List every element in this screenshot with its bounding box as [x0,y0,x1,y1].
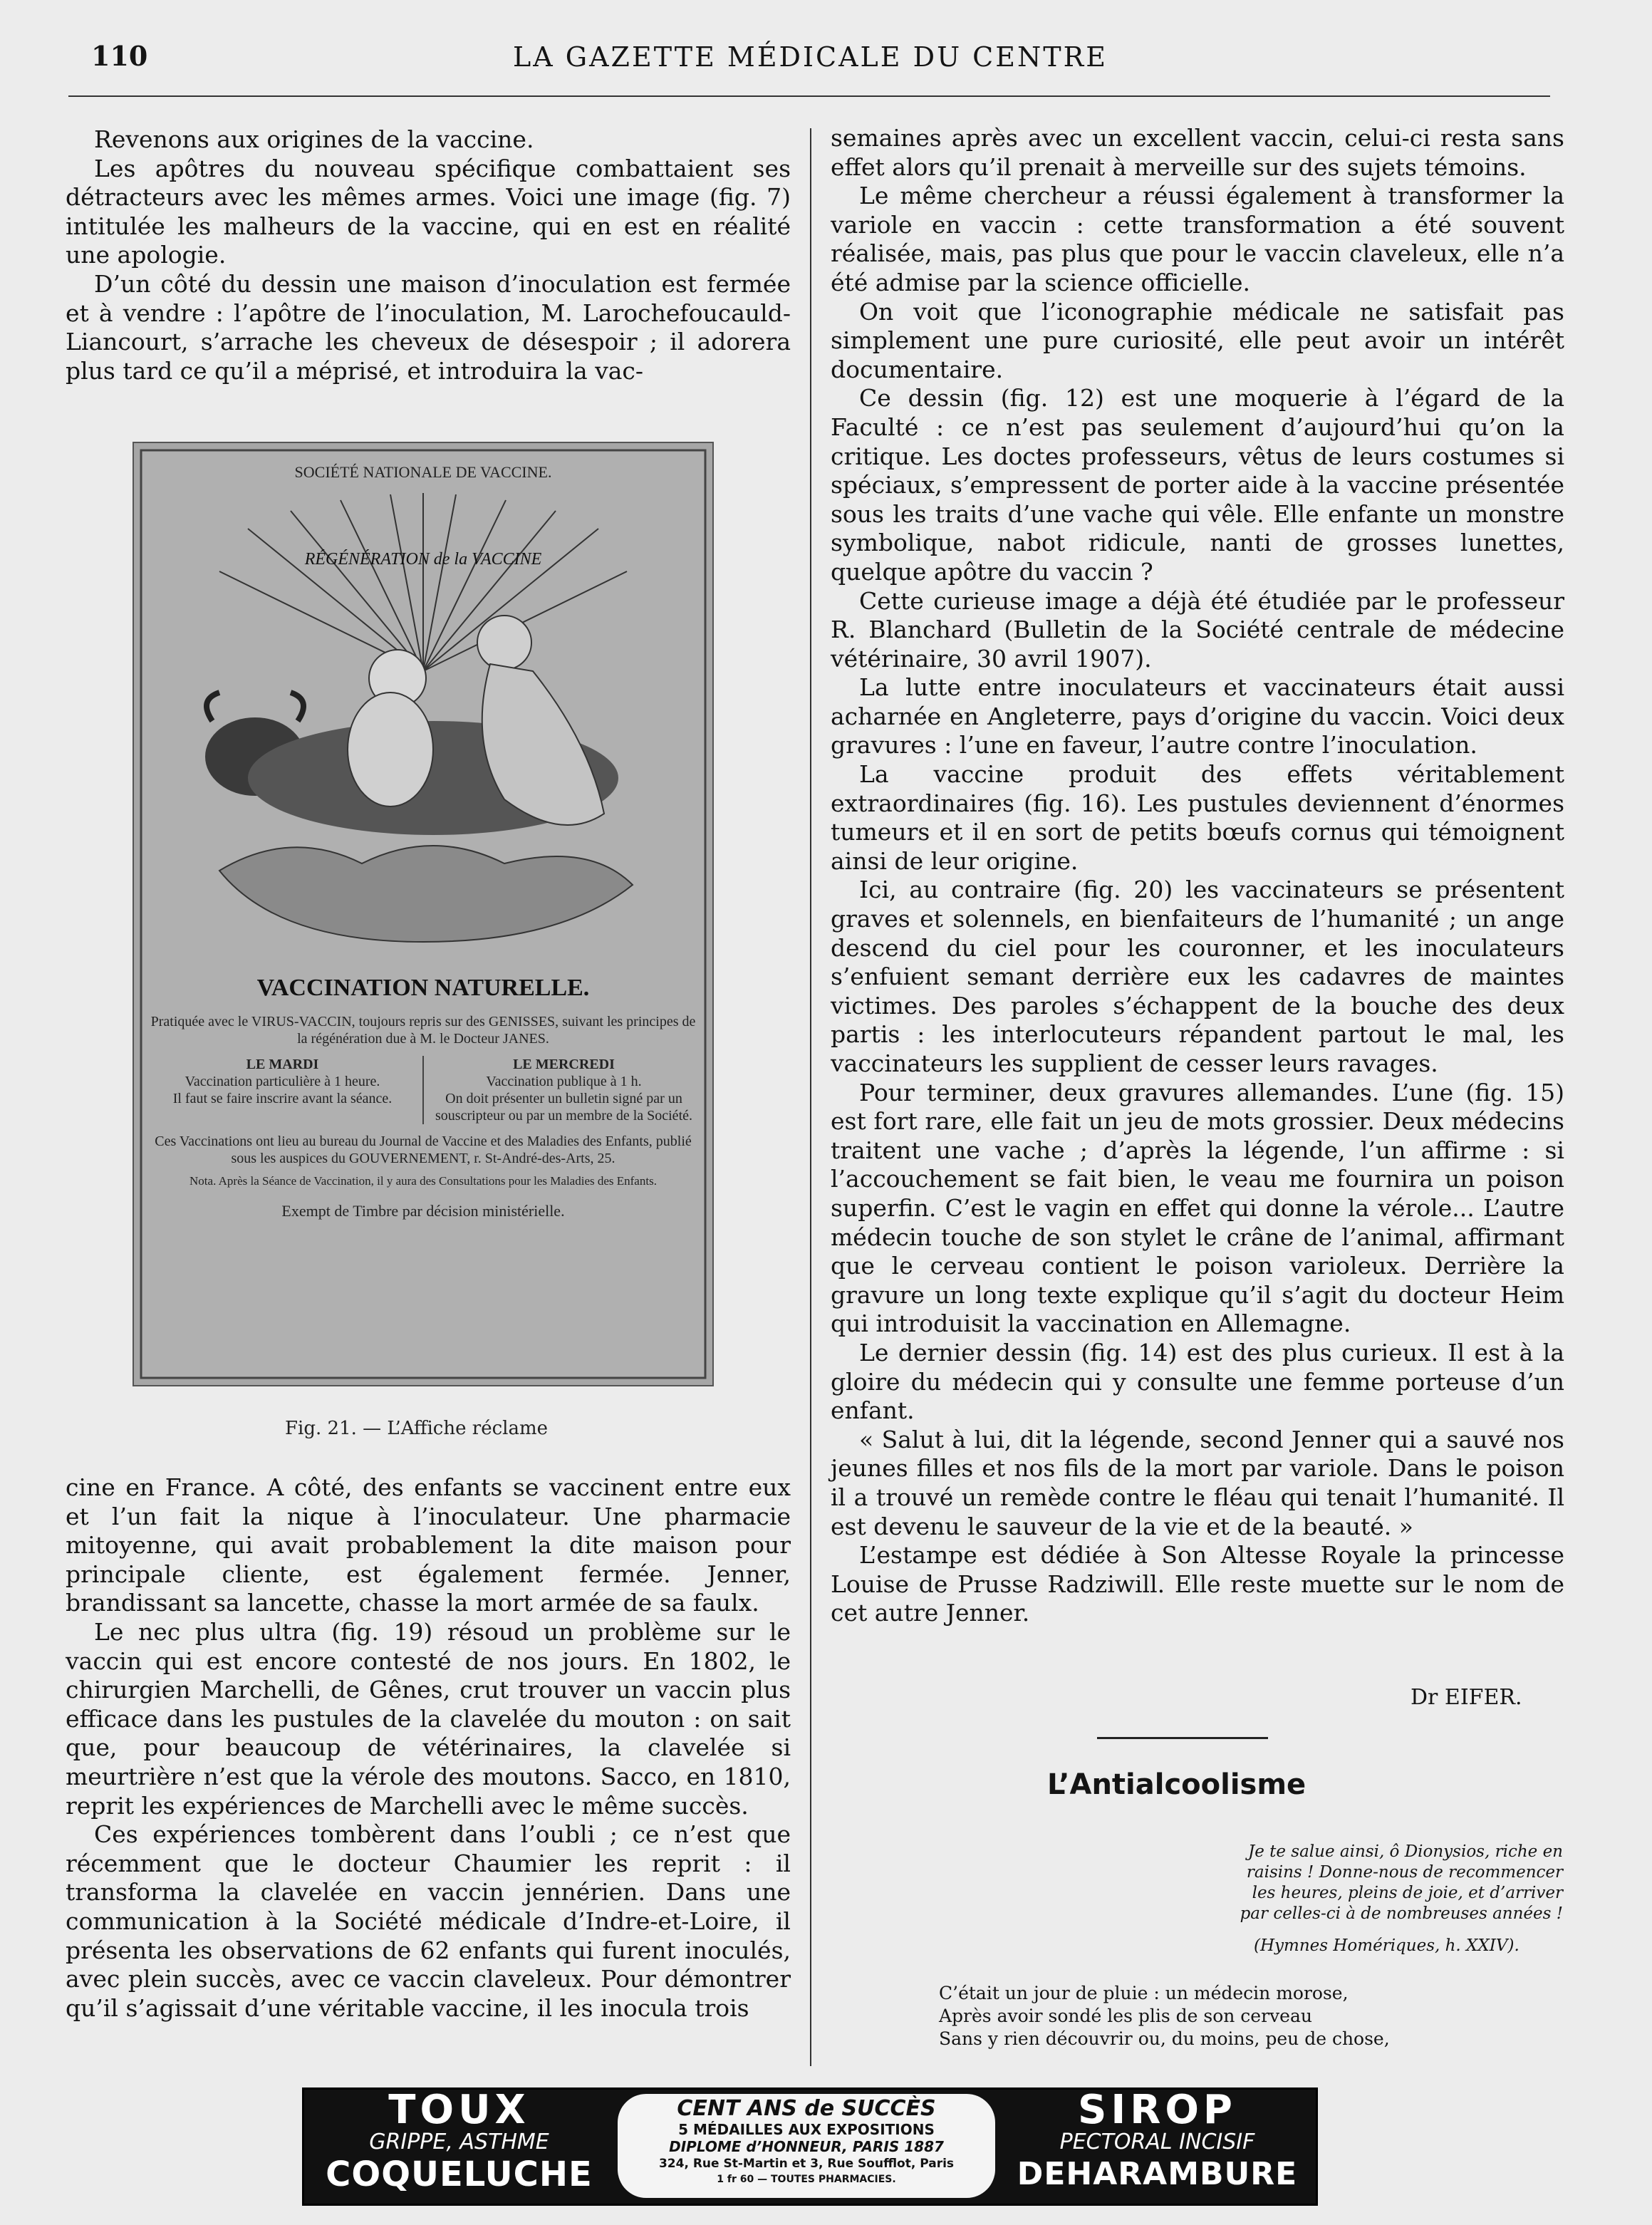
paragraph: D’un côté du dessin une maison d’inoculation est fermée et à vendre : l’apôtre de l’inoculation, M. Larochefoucauld-Liancourt, s’arrache les cheveux de désespoir ; il adorera plus tard ce qu’il a méprisé, et introduira la vac- [66,269,791,385]
poster-figure [133,442,714,1386]
poem-line: Sans y rien découvrir ou, du moins, peu de chose, [939,2028,1390,2049]
poem-line: Après avoir sondé les plis de son cerveau [939,2006,1312,2026]
page-number: 110 [91,40,148,72]
poster-location: Ces Vaccinations ont lieu au bureau du Journal de Vaccine et des Maladies des Enfants, publié sous les auspices du GOUVERNEMENT, r. St-André-des-Arts, 25. [155,1134,692,1166]
woman-head [477,616,531,670]
poster-tuesday: LE MARDI [246,1057,319,1072]
paragraph: L’estampe est dédiée à Son Altesse Royale la princesse Louise de Prusse Radziwill. Elle reste muette sur le nom de cet autre Jenner. [831,1541,1564,1627]
poem-line: C’était un jour de pluie : un médecin morose, [939,1983,1349,2003]
child-body [348,693,433,807]
ad-middle-panel [618,2094,995,2198]
poster-motto: RÉGÉNÉRATION de la VACCINE [304,550,542,569]
ad-right-bottom: DEHARAMBURE [1017,2156,1298,2192]
ad-left-panel [304,2087,614,2204]
paragraph: Pour terminer, deux gravures allemandes. L’une (fig. 15) est fort rare, elle fait un jeu de mots grossier. Deux médecins traitent une vache ; d’après la légende, l’un affirme : si l’accouchement se fait bien, le veau me fournira un poison superfin. C’est le vagin en effet qui donne la vérole... L’autre médecin touche de son stylet le crâne de l’animal, affirmant que le cerveau contient le poison varioleux. Derrière la gravure un long texte explique qu’il s’agit du docteur Heim qui introduisit la vaccination en Allemagne. [831,1078,1564,1338]
paragraph: Ce dessin (fig. 12) est une moquerie à l’égard de la Faculté : ce n’est pas seulement d’aujourd’hui qu’on la critique. Les doctes professeurs, vêtus de leurs costumes si spéciaux, s’empressent de porter aide à la vaccine présentée sous les traits d’une vache qui vêle. Elle enfante un monstre symbolique, nabot ridicule, nanti de grosses lunettes, quelque apôtre du vaccin ? [831,384,1564,586]
poster-wednesday-2: On doit présenter un bulletin signé par un souscripteur ou par un membre de la Société. [435,1091,692,1124]
poster-heading: VACCINATION NATURELLE. [256,975,590,1001]
paragraph: « Salut à lui, dit la légende, second Jenner qui a sauvé nos jeunes filles et nos fils de la mort par variole. Dans le poison il a trouvé un remède contre le fléau qui tenait l’humanité. Il est devenu le sauveur de la vie et de la beauté. » [831,1425,1564,1540]
paragraph: cine en France. A côté, des enfants se vaccinent entre eux et l’un fait la nique à l’inoculateur. Une pharmacie mitoyenne, qui avait probablement la dite maison pour principale cliente, est également fermée. Jenner, brandissant sa lancette, chasse la mort armée de sa faulx. [66,1473,791,1617]
section-rule [1097,1737,1268,1739]
figure-caption: Fig. 21. — L’Affiche réclame [285,1418,549,1439]
paragraph: Ces expériences tombèrent dans l’oubli ; ce n’est que récemment que le docteur Chaumier les reprit : il transforma la clavelée en vaccin jennérien. Dans une communication à la Société médicale d’Indre-et-Loire, il présenta les observations de 62 enfants qui furent inoculés, avec plein succès, avec ce vaccin claveleux. Pour démontrer qu’il s’agissait d’une véritable vaccine, il les inocula trois [66,1820,791,2022]
poster-society: SOCIÉTÉ NATIONALE DE VACCINE. [294,463,552,481]
ad-mid-line4: 324, Rue St-Martin et 3, Rue Soufflot, Paris [658,2157,955,2171]
section-title: L’Antialcoolisme [1047,1768,1306,1801]
paragraph: Les apôtres du nouveau spécifique combattaient ses détracteurs avec les mêmes armes. Voici une image (fig. 7) intitulée les malheurs de la vaccine, qui en est en réalité une apologie. [66,154,791,269]
author-signature: Dr EIFER. [1411,1685,1522,1710]
ad-right-panel [999,2087,1316,2204]
paragraph: semaines après avec un excellent vaccin, celui-ci resta sans effet alors qu’il prenait à merveille sur des sujets témoins. [831,124,1564,181]
poster-intro: Pratiquée avec le VIRUS-VACCIN, toujours repris sur des GENISSES, suivant les principes de la régénération due à M. le Docteur JANES. [150,1014,696,1047]
poster-tuesday-1: Vaccination particulière à 1 heure. [185,1074,380,1089]
journal-title: LA GAZETTE MÉDICALE DU CENTRE [513,41,1108,73]
ad-mid-line1: CENT ANS de SUCCÈS [677,2096,936,2121]
ad-mid-line5: 1 fr 60 — TOUTES PHARMACIES. [717,2174,896,2185]
ad-left-bottom: COQUELUCHE [326,2154,593,2194]
poster-illustration [134,443,712,1385]
poster-wednesday: LE MERCREDI [513,1057,615,1072]
ad-left-big: TOUX [388,2087,530,2133]
ad-mid-line2: 5 MÉDAILLES AUX EXPOSITIONS [678,2121,935,2138]
paragraph: Le dernier dessin (fig. 14) est des plus curieux. Il est à la gloire du médecin qui y consulte une femme porteuse d’un enfant. [831,1338,1564,1425]
paragraph: On voit que l’iconographie médicale ne satisfait pas simplement une pure curiosité, elle peut avoir un intérêt documentaire. [831,297,1564,383]
paragraph: Revenons aux origines de la vaccine. [94,125,534,153]
poem [939,1982,1390,2050]
paragraph: La lutte entre inoculateurs et vaccinateurs était aussi acharnée en Angleterre, pays d’origine du vaccin. Voici deux gravures : l’une en faveur, l’autre contre l’inoculation. [831,673,1564,759]
paragraph: Le même chercheur a réussi également à transformer la variole en vaccin : cette transformation a été souvent réalisée, mais, pas plus que pour le vaccin claveleux, elle n’a été admise par la science officielle. [831,182,1564,296]
ad-right-big: SIROP [1078,2087,1237,2133]
advertisement [302,2087,1318,2206]
poster-wednesday-1: Vaccination publique à 1 h. [486,1074,642,1089]
right-column [831,124,1564,1628]
paragraph: Cette curieuse image a déjà été étudiée par le professeur R. Blanchard (Bulletin de la Société centrale de médecine vétérinaire, 30 avril 1907). [831,586,1564,673]
ad-left-small: GRIPPE, ASTHME [369,2130,549,2154]
poster-tuesday-2: Il faut se faire inscrire avant la séance. [172,1091,393,1106]
left-column-top [66,125,791,385]
epigraph-source: (Hymnes Homériques, h. XXIV). [1254,1936,1519,1955]
paragraph: La vaccine produit des effets véritablement extraordinaires (fig. 16). Les pustules deviennent d’énormes tumeurs et il en sort de petits bœufs cornus qui témoignent ainsi de leur origine. [831,760,1564,875]
left-column-bottom [66,1473,791,2023]
ad-right-small: PECTORAL INCISIF [1059,2130,1255,2154]
ad-mid-line3: DIPLOME d’HONNEUR, PARIS 1887 [669,2138,944,2155]
column-divider [810,128,811,2066]
epigraph: Je te salue ainsi, ô Dionysios, riche en raisins ! Donne-nous de recommencer les heures, pleins de joie, et d’arriver par celles-ci à de nombreuses années ! [1240,1842,1563,1923]
paragraph: Ici, au contraire (fig. 20) les vaccinateurs se présentent graves et solennels, en bienfaiteurs de l’humanité ; un ange descend du ciel pour les couronner, et les inoculateurs s’enfuient semant derrière eux les cadavres de maintes victimes. Des paroles s’échappent de la bouche des deux partis : les interlocuteurs répandent partout le mal, les vaccinateurs les supplient de cesser leurs ravages. [831,876,1564,1077]
paragraph: Le nec plus ultra (fig. 19) résoud un problème sur le vaccin qui est encore contesté de nos jours. En 1802, le chirurgien Marchelli, de Gênes, crut trouver un vaccin plus efficace dans les pustules de la clavelée du mouton : on sait que, pour beaucoup de vétérinaires, la clavelée si meurtrière n’est que la vérole des moutons. Sacco, en 1810, reprit les expériences de Marchelli avec le même succès. [66,1617,791,1820]
poster-stamp: Exempt de Timbre par décision ministérielle. [281,1202,565,1220]
poster-nota: Nota. Après la Séance de Vaccination, il y aura des Consultations pour les Maladies des Enfants. [189,1174,657,1188]
header-rule [68,95,1550,97]
